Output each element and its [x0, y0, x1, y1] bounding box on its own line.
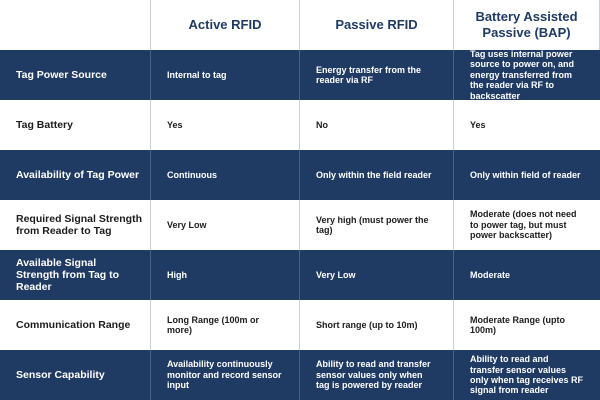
table-cell: Ability to read and transfer sensor values only when tag receives RF signal from reader [454, 350, 600, 400]
row-label-available-signal-strength: Available Signal Strength from Tag to Reader [0, 250, 151, 300]
table-cell: Availability continuously monitor and record sensor input [151, 350, 300, 400]
row-label-tag-battery: Tag Battery [0, 100, 151, 150]
table-cell: Moderate Range (upto 100m) [454, 300, 600, 350]
table-cell: Yes [151, 100, 300, 150]
header-active-rfid: Active RFID [151, 0, 300, 50]
row-label-communication-range: Communication Range [0, 300, 151, 350]
row-label-sensor-capability: Sensor Capability [0, 350, 151, 400]
row-label-required-signal-strength: Required Signal Strength from Reader to Tag [0, 200, 151, 250]
header-corner [0, 0, 151, 50]
table-cell: Internal to tag [151, 50, 300, 100]
header-bap: Battery Assisted Passive (BAP) [454, 0, 600, 50]
table-cell: Tag uses internal power source to power on, and energy transferred from the reader via RF to backscatter [454, 50, 600, 100]
row-label-availability-of-tag-power: Availability of Tag Power [0, 150, 151, 200]
table-cell: Very high (must power the tag) [300, 200, 454, 250]
table-cell: Moderate [454, 250, 600, 300]
table-cell: Only within field of reader [454, 150, 600, 200]
table-cell: Short range (up to 10m) [300, 300, 454, 350]
table-cell: No [300, 100, 454, 150]
table-cell: Energy transfer from the reader via RF [300, 50, 454, 100]
table-cell: Ability to read and transfer sensor values only when tag is powered by reader [300, 350, 454, 400]
row-label-tag-power-source: Tag Power Source [0, 50, 151, 100]
table-cell: High [151, 250, 300, 300]
table-cell: Very Low [151, 200, 300, 250]
header-passive-rfid: Passive RFID [300, 0, 454, 50]
table-cell: Yes [454, 100, 600, 150]
table-cell: Long Range (100m or more) [151, 300, 300, 350]
table-cell: Very Low [300, 250, 454, 300]
table-cell: Moderate (does not need to power tag, but must power backscatter) [454, 200, 600, 250]
table-cell: Only within the field reader [300, 150, 454, 200]
table-cell: Continuous [151, 150, 300, 200]
